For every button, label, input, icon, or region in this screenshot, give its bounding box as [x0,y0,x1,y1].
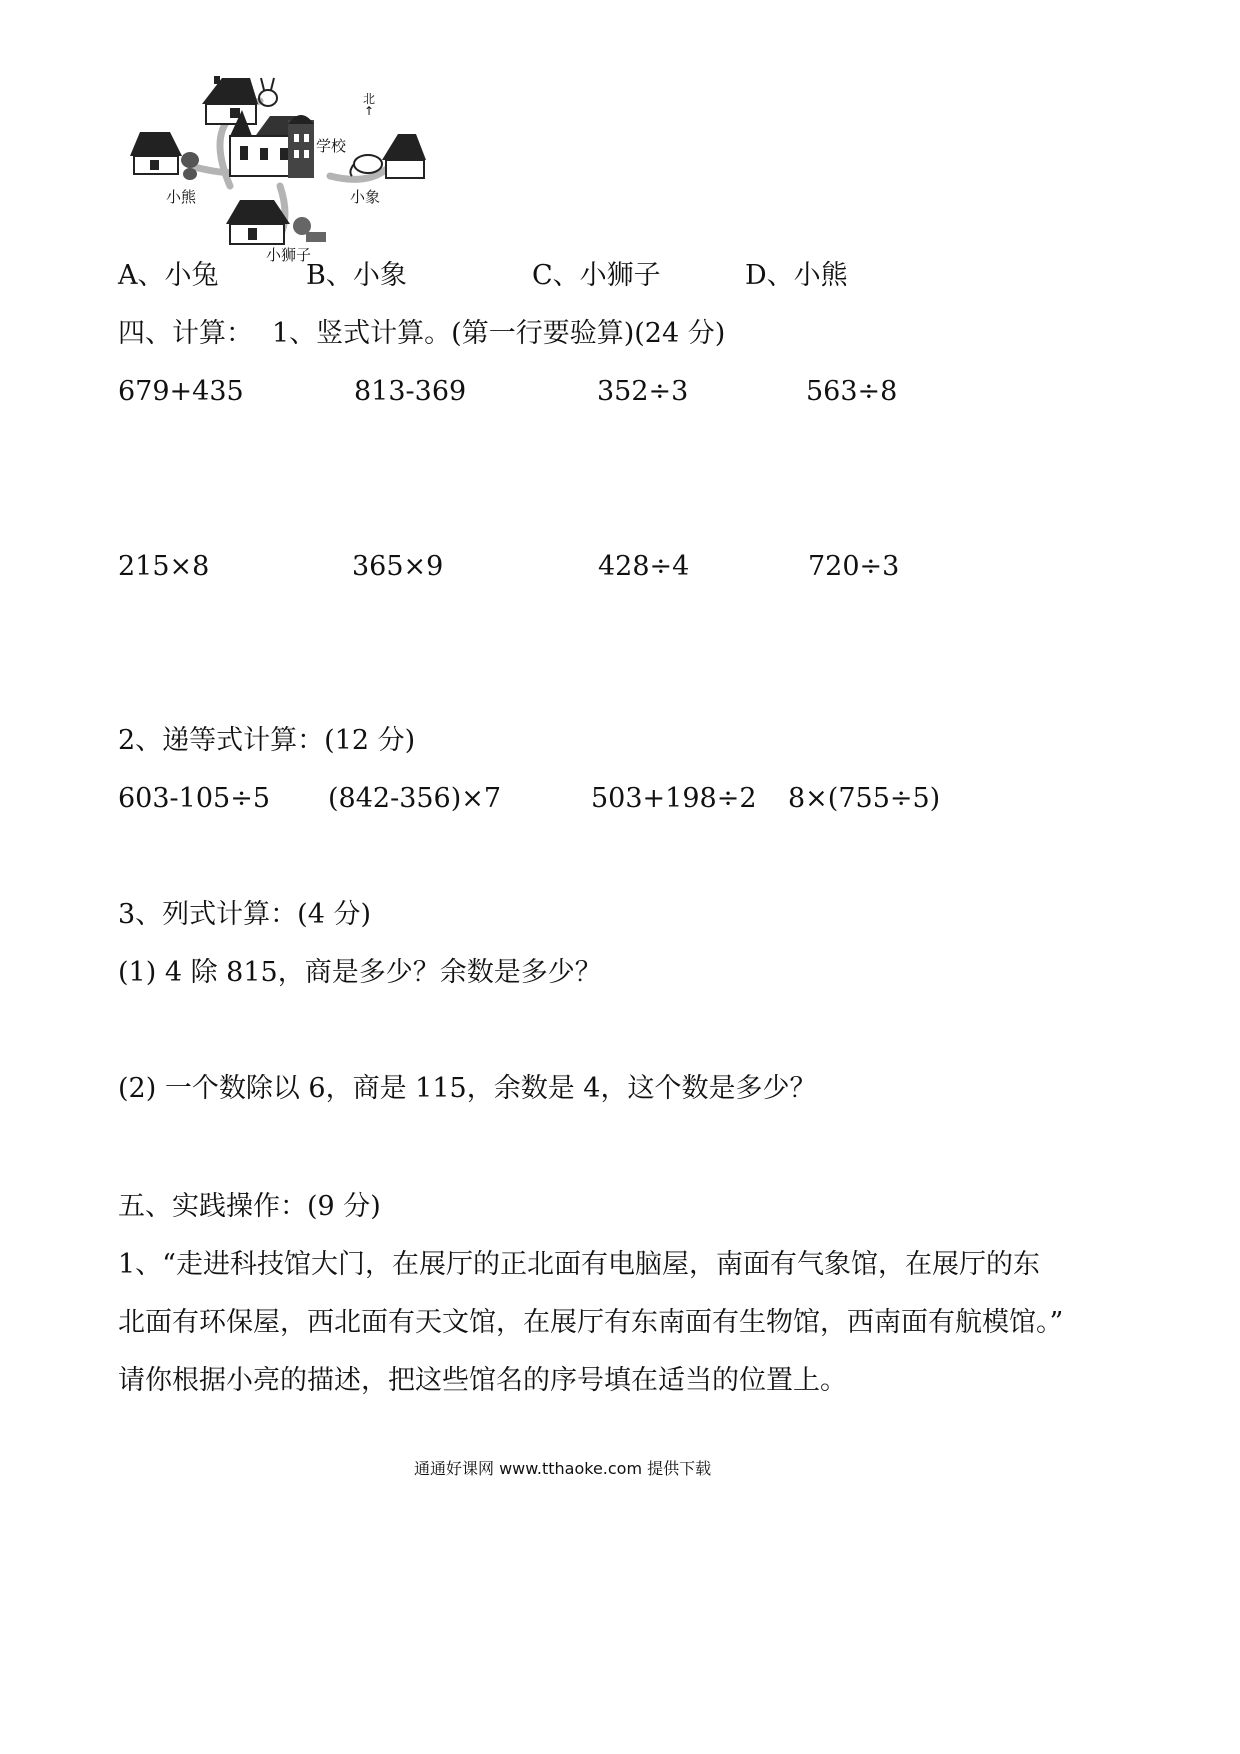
north-arrow-icon: ↑ [364,104,375,118]
lion-house-icon [226,200,290,244]
section-4-sub2: 2、递等式计算：(12 分) [118,725,416,756]
bear-label: 小熊 [166,188,197,206]
lion-icon [293,217,326,242]
option-b: B、小象 [306,260,407,291]
section-4-sub3: 3、列式计算：(4 分) [118,899,372,930]
section-5-para-line2: 北面有环保屋，西北面有天文馆，在展厅有东南面有生物馆，西南面有航模馆。” [118,1307,1064,1338]
bear-house-icon [130,132,182,174]
calc-row1-2: 813-369 [354,376,467,407]
calc-row1-4: 563÷8 [806,376,898,407]
calc-row1-1: 679+435 [118,376,244,407]
option-c: C、小狮子 [532,260,661,291]
section-5-para-line1: 1、“走进科技馆大门，在展厅的正北面有电脑屋，南面有气象馆，在展厅的东 [118,1249,1040,1280]
calc-row1-3: 352÷3 [597,376,689,407]
calc-row2-4: 720÷3 [808,551,900,582]
section-4-title: 四、计算： [118,318,253,349]
option-a: A、小兔 [118,260,219,291]
option-d: D、小熊 [745,260,848,291]
north-label: 北 [363,92,376,106]
calc-row3-4: 8×(755÷5) [788,783,941,814]
section-4-sub1: 1、竖式计算。(第一行要验算)(24 分) [272,318,726,349]
question-2: (2) 一个数除以 6，商是 115，余数是 4，这个数是多少？ [118,1073,817,1104]
section-5-title: 五、实践操作：(9 分) [118,1191,381,1222]
school-tower-icon [288,115,314,178]
elephant-label: 小象 [350,188,381,206]
calc-row2-1: 215×8 [118,551,210,582]
calc-row3-1: 603-105÷5 [118,783,270,814]
section-5-para-line3: 请你根据小亮的描述，把这些馆名的序号填在适当的位置上。 [118,1365,847,1396]
footer-credit: 通通好课网 www.tthaoke.com 提供下载 [414,1459,712,1478]
calc-row2-3: 428÷4 [598,551,690,582]
calc-row3-3: 503+198÷2 [591,783,757,814]
question-1: (1) 4 除 815，商是多少？余数是多少？ [118,957,602,988]
lion-label: 小狮子 [266,246,312,264]
calc-row2-2: 365×9 [352,551,444,582]
school-label: 学校 [316,137,347,155]
elephant-house-icon [382,134,426,178]
rabbit-house-icon [202,76,258,124]
calc-row3-2: (842-356)×7 [328,783,502,814]
